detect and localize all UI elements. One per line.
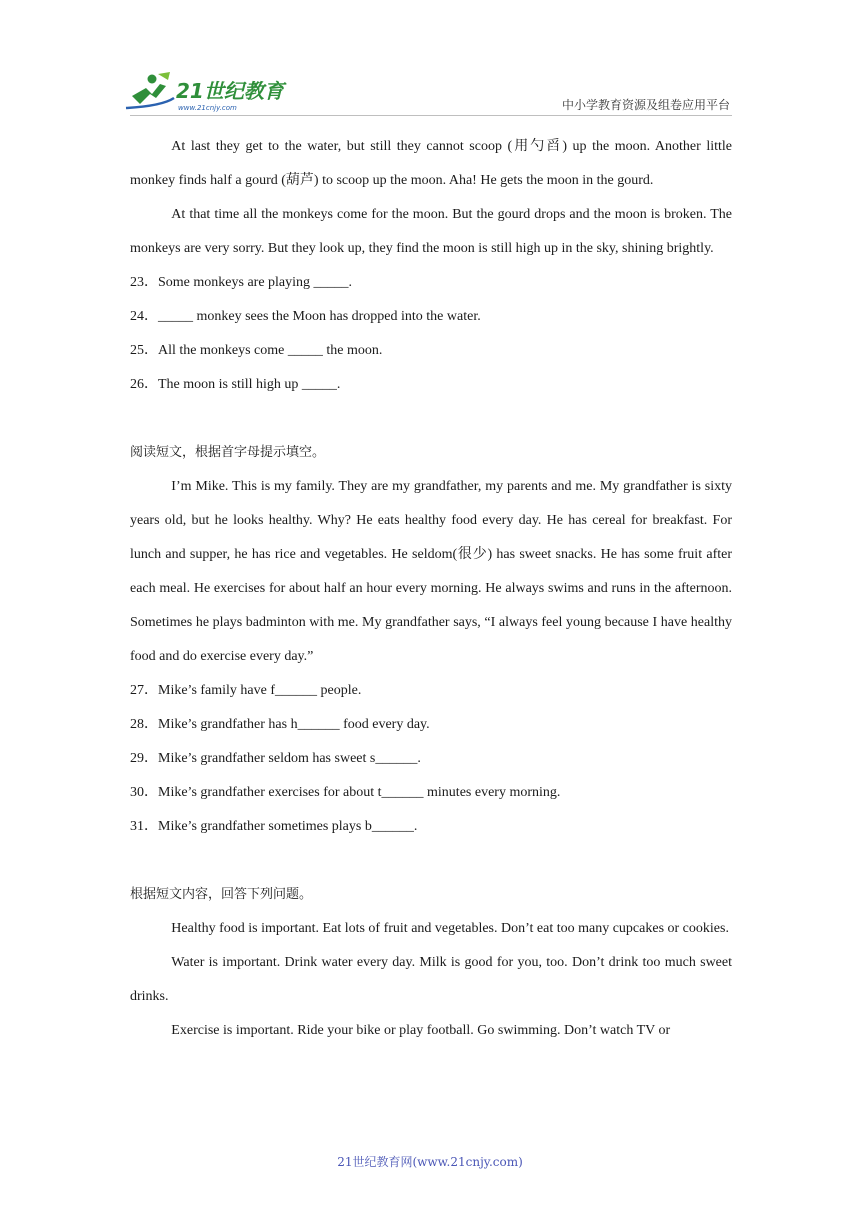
document-body xyxy=(130,130,732,1048)
question-25: 25．All the monkeys come _____ the moon. xyxy=(130,343,383,358)
logo-text: 21世纪教育 xyxy=(176,79,284,103)
question-26: 26．The moon is still high up _____. xyxy=(130,377,341,392)
section-title: 阅读短文，根据首字母提示填空。 xyxy=(130,445,326,460)
passage-paragraph: Healthy food is important. Eat lots of fruit and vegetables. Don’t eat too many cupcakes or cookies. xyxy=(171,921,729,936)
question-29: 29．Mike’s grandfather seldom has sweet s______. xyxy=(130,751,421,766)
header-divider xyxy=(130,115,732,116)
passage-paragraph: At last they get to the water, but still they cannot scoop (用勺舀) up the moon. Another little monkey finds half a gourd (葫芦) to scoop up the moon. Aha! He gets the moon in the gourd. xyxy=(130,139,732,188)
question-28: 28．Mike’s grandfather has h______ food every day. xyxy=(130,717,430,732)
spacer xyxy=(130,844,732,878)
spacer xyxy=(130,402,732,436)
header-tagline: 中小学教育资源及组卷应用平台 xyxy=(561,98,730,112)
runner-icon xyxy=(126,72,174,108)
passage-paragraph: I’m Mike. This is my family. They are my grandfather, my parents and me. My grandfather is sixty years old, but he looks healthy. Why? He eats healthy food every day. He has cereal for breakfast. For lunch and supper, he has rice and vegetables. He seldom(很少) has sweet snacks. He has some fruit after each meal. He exercises for about half an hour every morning. He always swims and runs in the afternoon. Sometimes he plays badminton with me. My grandfather says, “I always feel young because I have healthy food and do exercise every day.” xyxy=(130,479,732,664)
question-30: 30．Mike’s grandfather exercises for about t______ minutes every morning. xyxy=(130,785,561,800)
passage-paragraph: Water is important. Drink water every day. Milk is good for you, too. Don’t drink too much sweet drinks. xyxy=(130,955,732,1004)
question-24: 24．_____ monkey sees the Moon has dropped into the water. xyxy=(130,309,481,324)
site-logo xyxy=(122,70,292,114)
question-31: 31．Mike’s grandfather sometimes plays b______. xyxy=(130,819,418,834)
page-footer: 21世纪教育网(www.21cnjy.com) xyxy=(337,1155,523,1169)
section-title: 根据短文内容，回答下列问题。 xyxy=(130,887,313,902)
question-27: 27．Mike’s family have f______ people. xyxy=(130,683,362,698)
passage-paragraph: At that time all the monkeys come for the moon. But the gourd drops and the moon is broken. The monkeys are very sorry. But they look up, they find the moon is still high up in the sky, shining brightly. xyxy=(130,207,732,256)
question-23: 23．Some monkeys are playing _____. xyxy=(130,275,353,290)
page-header xyxy=(0,0,860,120)
logo-url: www.21cnjy.com xyxy=(178,104,237,112)
passage-paragraph: Exercise is important. Ride your bike or play football. Go swimming. Don’t watch TV or xyxy=(171,1023,671,1038)
